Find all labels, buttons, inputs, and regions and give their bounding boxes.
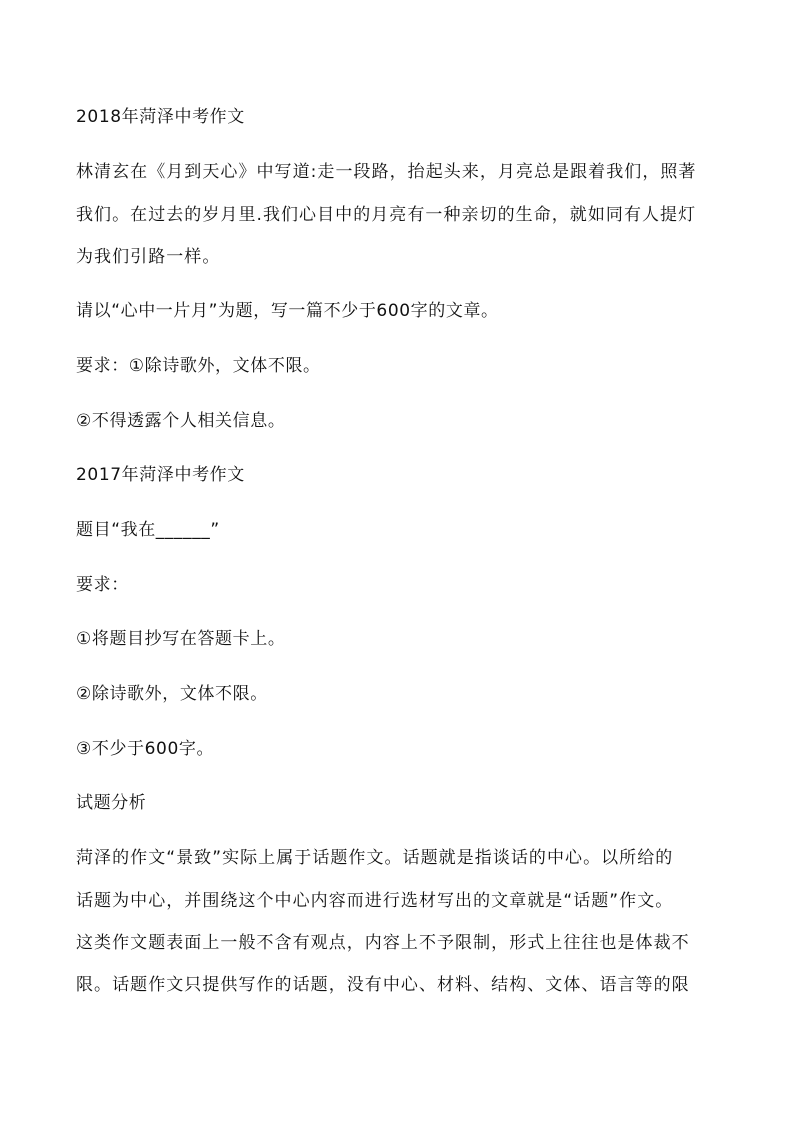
requirement-line: 要求：①除诗歌外，文体不限。 [76, 356, 321, 376]
requirement-label: 要求： [76, 575, 129, 595]
paragraph-line: 这类作文题表面上一般不含有观点，内容上不予限制，形式上往往也是体裁不 [76, 933, 690, 953]
paragraph-line: 话题为中心，并围绕这个中心内容而进行选材写出的文章就是“话题”作文。 [76, 891, 674, 911]
heading-2018: 2018年菏泽中考作文 [76, 107, 245, 127]
requirement-line: ②除诗歌外，文体不限。 [76, 684, 268, 704]
topic-line: 题目“我在______” [76, 520, 220, 540]
paragraph-line: 菏泽的作文“景致”实际上属于话题作文。话题就是指谈话的中心。以所给的 [76, 848, 674, 868]
heading-2017: 2017年菏泽中考作文 [76, 465, 245, 485]
paragraph-line: 我们。在过去的岁月里.我们心目中的月亮有一种亲切的生命，就如同有人提灯 [76, 205, 697, 225]
analysis-heading: 试题分析 [76, 793, 147, 813]
requirement-line: ①将题目抄写在答题卡上。 [76, 629, 286, 649]
paragraph-line: 为我们引路一样。 [76, 247, 221, 267]
paragraph-line: 林清玄在《月到天心》中写道:走一段路，抬起头来，月亮总是跟着我们，照著 [76, 162, 697, 182]
task-line: 请以“心中一片月”为题，写一篇不少于600字的文章。 [76, 301, 499, 321]
paragraph-line: 限。话题作文只提供写作的话题，没有中心、材料、结构、文体、语言等的限 [76, 975, 690, 995]
requirement-line: ②不得透露个人相关信息。 [76, 411, 286, 431]
requirement-line: ③不少于600字。 [76, 739, 215, 759]
